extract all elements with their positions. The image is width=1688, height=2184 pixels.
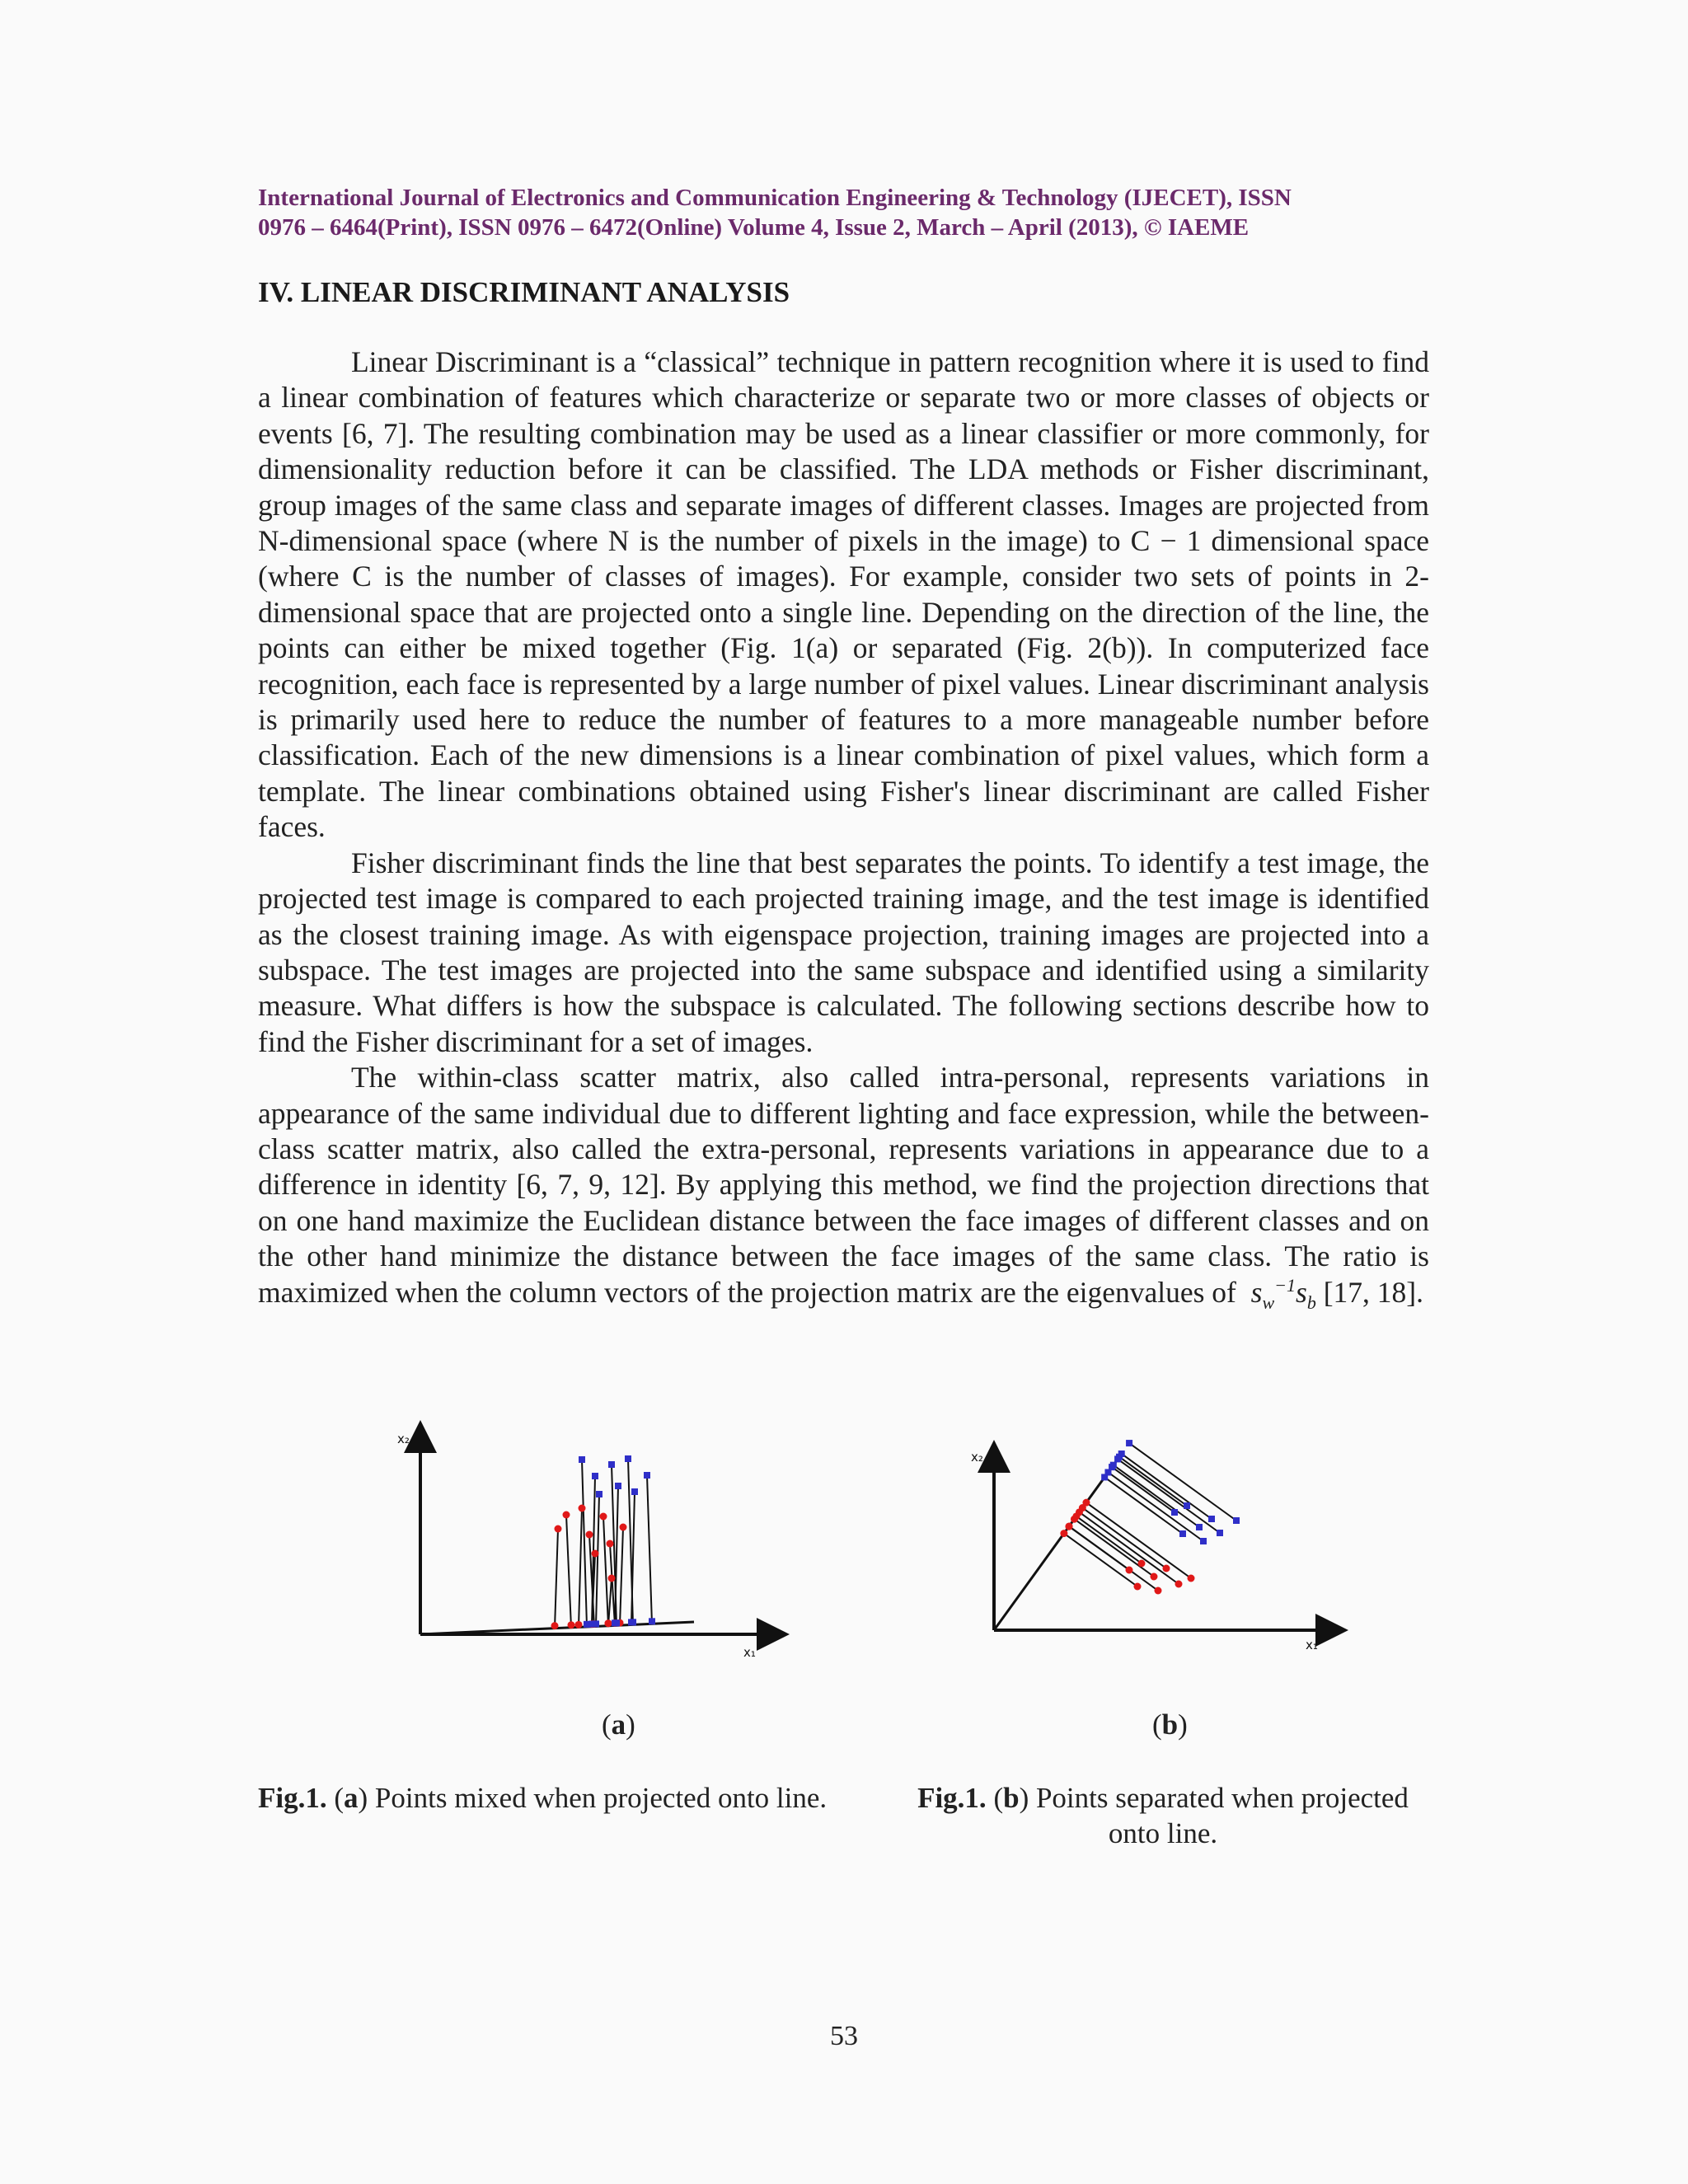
- figure-a-point: [608, 1575, 616, 1582]
- paragraph-2: Fisher discriminant finds the line that best separates the points. To identify a test image, the projected test image is compared to each projected training image, and the test image is identified as the closest training image. As with eigenspace projection, training images are projected into a subspace. The test images are projected into the same subspace and identified using a similarity measure. What differs is how the subspace is calculated. The following sections describe how to find the Fisher discriminant for a set of images.: [258, 846, 1429, 1058]
- figure-b-label-letter: b: [1161, 1708, 1179, 1741]
- figure-b-point: [1138, 1560, 1146, 1568]
- figure-a-axis-label-y: x₂: [397, 1432, 410, 1446]
- figure-a-projected-point: [605, 1619, 612, 1627]
- figure-b-projection-segment: [1129, 1443, 1236, 1521]
- figure-b-point: [1208, 1516, 1215, 1522]
- figure-a-plot: [387, 1413, 808, 1661]
- figure-a-projected-point: [551, 1622, 559, 1629]
- figure-b-projection-segment: [1074, 1519, 1154, 1577]
- figure-a-point: [615, 1483, 621, 1489]
- figure-b-point: [1151, 1573, 1158, 1581]
- eigen-formula: [1250, 1274, 1316, 1313]
- figure-b-caption-text: ) Points separated when projected: [1019, 1782, 1409, 1814]
- figure-b-axis-label-x: x₁: [1306, 1638, 1318, 1652]
- figure-a-projection-segment: [579, 1508, 582, 1627]
- figure-b-projections: [1060, 1440, 1240, 1594]
- figure-a-label-letter: a: [611, 1708, 626, 1741]
- figure-b-label-close: ): [1178, 1708, 1188, 1741]
- figure-b-caption: [895, 1780, 1431, 1851]
- figure-a-projected-point: [568, 1621, 575, 1629]
- figure-a-caption-open: (: [326, 1782, 345, 1814]
- figure-b-projection-line: [994, 1455, 1121, 1630]
- figure-a-point: [644, 1472, 650, 1479]
- figure-a-projection-segment: [608, 1578, 612, 1626]
- figure-b-projection-segment: [1114, 1465, 1199, 1527]
- figure-a-projected-point: [649, 1618, 655, 1624]
- figure-a-caption-text: ) Points mixed when projected onto line.: [358, 1782, 828, 1814]
- section-title: IV. LINEAR DISCRIMINANT ANALYSIS: [258, 276, 790, 308]
- figure-b-projection-segment: [1118, 1459, 1220, 1533]
- figure-b-point: [1233, 1517, 1240, 1524]
- formula-s-w: s: [1250, 1275, 1263, 1309]
- figure-b-projection-segment: [1064, 1534, 1137, 1586]
- figure-a-caption: [258, 1780, 893, 1816]
- figure-a-point: [607, 1540, 614, 1548]
- figure-a-projected-point: [593, 1620, 599, 1627]
- figure-b-axis-label-y: x₂: [971, 1450, 983, 1465]
- paragraph-3: [258, 1060, 1429, 1313]
- figure-a-point: [592, 1473, 598, 1479]
- figure-a: [387, 1413, 808, 1661]
- figure-b-point: [1163, 1565, 1170, 1572]
- figure-a-label-close: ): [626, 1708, 635, 1741]
- figure-b-projected-point: [1104, 1469, 1111, 1475]
- figure-b-point: [1200, 1538, 1207, 1544]
- figure-a-projected-point: [575, 1621, 583, 1629]
- page-number: 53: [830, 2021, 858, 2051]
- figure-a-point: [596, 1491, 603, 1497]
- formula-s-b: s: [1295, 1275, 1307, 1309]
- figure-b-projected-point: [1071, 1516, 1078, 1523]
- figure-a-projection-segment: [555, 1529, 558, 1629]
- figure-a-point: [586, 1531, 593, 1539]
- figure-a-point: [631, 1488, 638, 1495]
- figure-a-caption-letter: a: [344, 1782, 359, 1814]
- figure-a-axis-label-x: x₁: [743, 1645, 756, 1660]
- formula-sub-w: w: [1262, 1291, 1275, 1313]
- figure-a-point: [579, 1456, 585, 1463]
- figure-a-projection-segment: [647, 1475, 652, 1624]
- figure-b-point: [1184, 1502, 1190, 1509]
- figure-a-point: [579, 1505, 586, 1512]
- figure-b-caption-open: (: [986, 1782, 1004, 1814]
- figure-b-projection-segment: [1082, 1508, 1166, 1568]
- figure-b-point: [1171, 1509, 1178, 1516]
- figure-a-point: [620, 1524, 627, 1531]
- figure-a-point: [600, 1513, 607, 1521]
- journal-header-line-1: International Journal of Electronics and Communication Engineering & Technology (IJECET), ISSN: [258, 185, 1292, 211]
- journal-header-line-2: 0976 – 6464(Print), ISSN 0976 – 6472(Online) Volume 4, Issue 2, March – April (2013), © IAEME: [258, 214, 1250, 241]
- figure-a-projection-segment: [566, 1515, 571, 1628]
- figure-b-label-open: (: [1152, 1708, 1162, 1741]
- figure-b-projected-point: [1110, 1462, 1117, 1469]
- figure-a-projected-point: [628, 1619, 635, 1625]
- figure-b-point: [1134, 1583, 1142, 1591]
- figure-a-projected-point: [612, 1619, 618, 1626]
- figure-b-caption-letter: b: [1003, 1782, 1020, 1814]
- figure-a-projections: [551, 1455, 656, 1629]
- journal-header: [258, 183, 1428, 242]
- figure-b-projection-segment: [1122, 1454, 1212, 1519]
- figure-b-label: [1152, 1708, 1188, 1741]
- figure-b-caption-line-2: onto line.: [1108, 1817, 1218, 1849]
- paragraph-3-text: The within-class scatter matrix, also called intra-personal, represents variations in appearance of the same individual due to different lighting and face expression, while the between-class scatter matrix, also called the extra-personal, represents variations in appearance due to a difference in identity [6, 7, 9, 12]. By applying this method, we find the projection directions that on one hand maximize the Euclidean distance between the face images of different classes and on the other hand minimize the distance between the face images of the same class. The ratio is maximized when the column vectors of the projection matrix are the eigenvalues of: [258, 1061, 1429, 1309]
- formula-sub-b: b: [1306, 1291, 1316, 1313]
- figure-a-point: [555, 1526, 562, 1533]
- figure-b-projection-segment: [1119, 1457, 1187, 1506]
- figure-a-point: [608, 1461, 615, 1468]
- figure-a-projection-segment: [620, 1527, 623, 1625]
- figure-b-point: [1196, 1524, 1203, 1530]
- figure-b-projected-point: [1076, 1508, 1083, 1516]
- figure-a-label: [602, 1708, 635, 1741]
- figure-b-projected-point: [1060, 1530, 1067, 1537]
- paragraph-1: Linear Discriminant is a “classical” technique in pattern recognition where it is used to find a linear combination of features which characterize or separate two or more classes of objects or events [6, 7]. The resulting combination may be used as a linear classifier or more commonly, for dimensionality reduction before it can be classified. The LDA methods or Fisher discriminant, group images of the same class and separate images of different classes. Images are projected from N-dimensional space (where N is the number of pixels in the image) to C − 1 dimensional space (where C is the number of classes of images). For example, consider two sets of points in 2-dimensional space that are projected onto a single line. Depending on the direction of the line, the points can either be mixed together (Fig. 1(a) or separated (Fig. 2(b)). In computerized face recognition, each face is represented by a large number of pixel values. Linear discriminant analysis is primarily used here to reduce the number of features to a more manageable number before classification. Each of the new dimensions is a linear combination of pixel values, which form a template. The linear combinations obtained using Fisher's linear discriminant are called Fisher faces.: [258, 345, 1429, 844]
- figure-a-point: [625, 1455, 631, 1462]
- figure-b-projected-point: [1082, 1499, 1090, 1507]
- figure-a-projection-segment: [582, 1460, 587, 1627]
- figure-a-caption-prefix: Fig.1.: [258, 1782, 327, 1814]
- figure-b-projected-point: [1114, 1455, 1121, 1462]
- figure-b-caption-prefix: Fig.1.: [917, 1782, 987, 1814]
- figure-b: [964, 1430, 1352, 1661]
- figure-a-projection-segment: [603, 1516, 608, 1626]
- figure-b-point: [1179, 1530, 1186, 1537]
- formula-sup-inverse: −1: [1274, 1274, 1296, 1296]
- figure-b-point: [1217, 1530, 1223, 1536]
- figure-b-point: [1155, 1587, 1162, 1595]
- figure-b-point: [1126, 1567, 1133, 1574]
- figure-a-point: [563, 1511, 570, 1519]
- body-text: [258, 344, 1429, 1313]
- figure-a-projection-segment: [596, 1494, 599, 1626]
- figure-b-caption-line-1: [895, 1780, 1431, 1816]
- figure-a-label-open: (: [602, 1708, 612, 1741]
- figure-b-projected-point: [1126, 1440, 1132, 1446]
- figure-b-point: [1188, 1575, 1195, 1582]
- figure-b-projected-point: [1066, 1522, 1073, 1530]
- figure-b-point: [1175, 1581, 1183, 1588]
- paragraph-3-citation: [17, 18].: [1315, 1275, 1423, 1309]
- figure-a-point: [592, 1550, 599, 1558]
- figure-b-plot: [964, 1430, 1352, 1661]
